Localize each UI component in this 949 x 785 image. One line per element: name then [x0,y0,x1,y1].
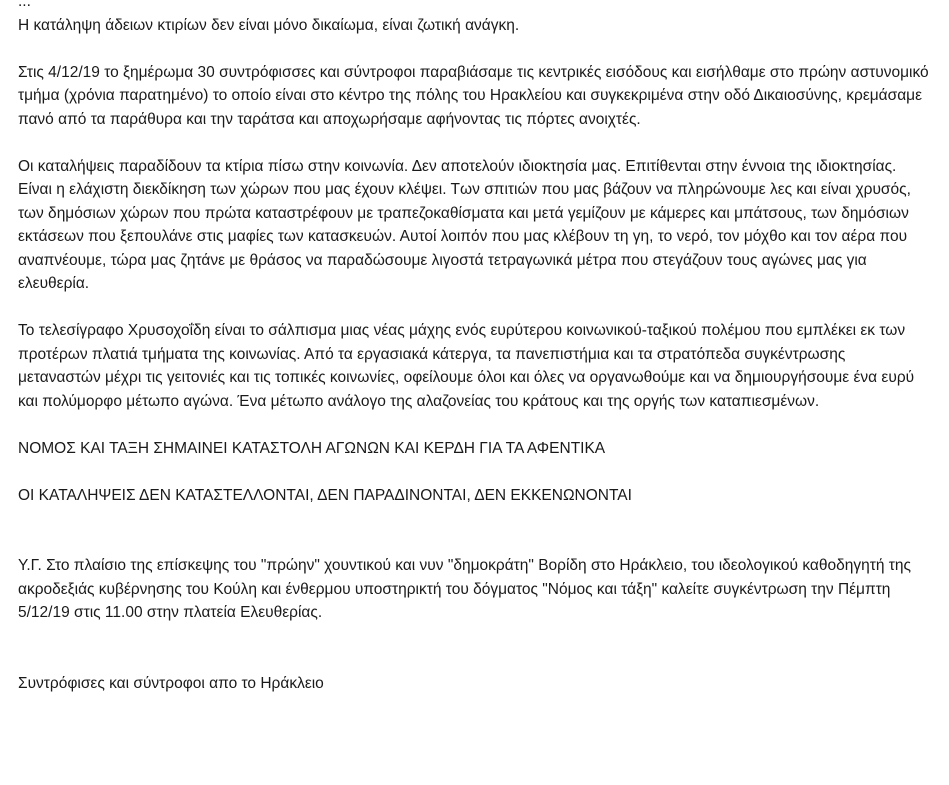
postscript: Υ.Γ. Στο πλαίσιο της επίσκεψης του "πρώην" χουντικού και νυν "δημοκράτη" Βορίδη στο Ηράκλειο, του ιδεολογικού καθοδηγητή της ακροδεξιάς κυβέρνησης του Κούλη και ένθερμου υποστηρικτή του δόγματος "Νόμος και τάξη" καλείτε συγκέντρωση την Πέμπτη 5/12/19 στις 11.00 στην πλατεία Ελευθερίας. [18,557,911,621]
paragraph-occupations-society: Οι καταλήψεις παραδίδουν τα κτίρια πίσω στην κοινωνία. Δεν αποτελούν ιδιοκτησία μας. Επιτίθενται στην έννοια της ιδιοκτησίας. Είναι η ελάχιστη διεκδίκηση των χώρων που μας έχουν κλέψει. Των σπιτιών που μας βάζουν να πληρώνουμε λες και είναι χρυσός, των δημόσιων χώρων που πρώτα καταστρέφουν με τραπεζοκαθίσματα και μετά γεμίζουν με κάμερες και μπάτσους, των δημόσιων εκτάσεων που ξεπουλάνε στις μαφίες των κατασκευών. Αυτοί λοιπόν που μας κλέβουν τη γη, το νερό, τον μόχθο και τον αέρα που αναπνέουμε, τώρα μας ζητάνε με θράσος να παραδώσουμε λιγοστά τετραγωνικά μέτρα που στεγάζουν τους αγώνες μας για ελευθερία. [18,157,911,292]
slogan-occupations: ΟΙ ΚΑΤΑΛΗΨΕΙΣ ΔΕΝ ΚΑΤΑΣΤΕΛΛΟΝΤΑΙ, ΔΕΝ ΠΑΡΑΔΙΝΟΝΤΑΙ, ΔΕΝ ΕΚΚΕΝΩΝΟΝΤΑΙ [18,486,632,504]
slogan-law-and-order: ΝΟΜΟΣ ΚΑΙ ΤΑΞΗ ΣΗΜΑΙΝΕΙ ΚΑΤΑΣΤΟΛΗ ΑΓΩΝΩΝ ΚΑΙ ΚΕΡΔΗ ΓΙΑ ΤΑ ΑΦΕΝΤΙΚΑ [18,439,606,457]
lead-sentence: Η κατάληψη άδειων κτιρίων δεν είναι μόνο δικαίωμα, είναι ζωτική ανάγκη. [18,16,520,34]
document-body [18,0,930,695]
signature: Συντρόφισες και σύντροφοι απο το Ηράκλειο [18,674,324,692]
ellipsis-line: ... [18,0,31,10]
paragraph-occupation-account: Στις 4/12/19 το ξημέρωμα 30 συντρόφισσες και σύντροφοι παραβιάσαμε τις κεντρικές εισόδους και εισήλθαμε στο πρώην αστυνομικό τμήμα (χρόνια παρατημένο) το οποίο είναι στο κέντρο της πόλης του Ηρακλείου και συγκεκριμένα στην οδό Δικαιοσύνης, κρεμάσαμε πανό από τα παράθυρα και την ταράτσα και αποχωρήσαμε αφήνοντας τις πόρτες ανοιχτές. [18,63,929,128]
paragraph-ultimatum: Το τελεσίγραφο Χρυσοχοΐδη είναι το σάλπισμα μιας νέας μάχης ενός ευρύτερου κοινωνικού-ταξικού πολέμου που εμπλέκει εκ των προτέρων πλατιά τμήματα της κοινωνίας. Από τα εργασιακά κάτεργα, τα πανεπιστήμια και τα στρατόπεδα συγκέντρωσης μεταναστών μέχρι τις γειτονιές και τις τοπικές κοινωνίες, οφείλουμε όλοι και όλες να οργανωθούμε και να δημιουργήσουμε ένα ευρύ και πολύμορφο μέτωπο αγώνα. Ένα μέτωπο ανάλογο της αλαζονείας του κράτους και της οργής των καταπιεσμένων. [18,322,915,410]
